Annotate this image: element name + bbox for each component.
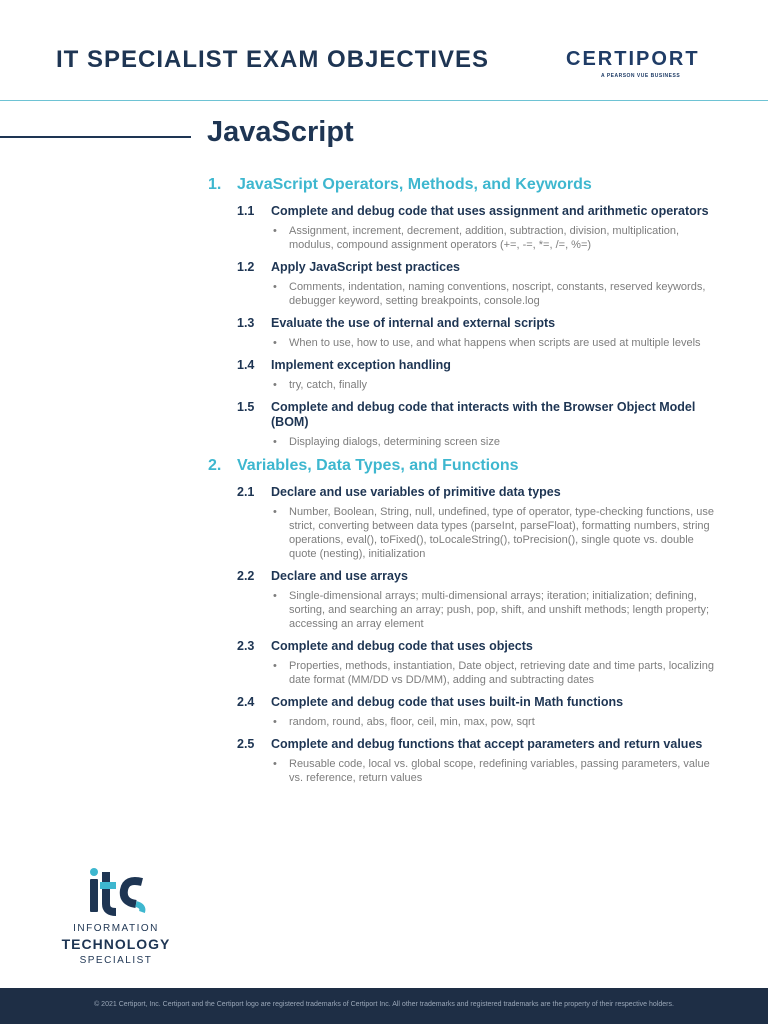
bullet-icon: • bbox=[273, 379, 277, 391]
section-number: 2. bbox=[208, 457, 222, 474]
section-1 bbox=[208, 176, 718, 449]
page-footer bbox=[0, 988, 768, 1024]
its-logo-line-3: SPECIALIST bbox=[79, 955, 153, 966]
section-title: Variables, Data Types, and Functions bbox=[237, 457, 519, 474]
objective-title: Apply JavaScript best practices bbox=[271, 260, 460, 274]
header-title: IT SPECIALIST EXAM OBJECTIVES bbox=[56, 46, 490, 73]
bullet-icon: • bbox=[273, 436, 277, 448]
footer-copyright: © 2021 Certiport, Inc. Certiport and the Certiport logo are registered trademarks of Certiport Inc. All other trademarks and registered trademarks are the property of their respective holders. bbox=[94, 1001, 674, 1008]
objective-item bbox=[237, 358, 718, 392]
objective-detail: random, round, abs, floor, ceil, min, max, pow, sqrt bbox=[289, 716, 535, 728]
objective-item bbox=[237, 400, 718, 449]
objective-detail: Comments, indentation, naming conventions, noscript, constants, reserved keywords, debugger keyword, setting breakpoints, console.log bbox=[289, 281, 706, 307]
its-logo bbox=[56, 866, 176, 970]
objective-title: Complete and debug code that uses assignment and arithmetic operators bbox=[271, 204, 709, 218]
objective-number: 1.5 bbox=[237, 400, 255, 414]
objective-detail: try, catch, finally bbox=[289, 379, 368, 391]
objective-detail: Displaying dialogs, determining screen size bbox=[289, 436, 500, 448]
objective-item bbox=[237, 569, 718, 631]
objective-number: 1.1 bbox=[237, 204, 255, 218]
section-number: 1. bbox=[208, 176, 222, 193]
objective-item bbox=[237, 485, 718, 561]
section-heading bbox=[208, 457, 718, 475]
objective-item bbox=[237, 737, 718, 785]
bullet-icon: • bbox=[273, 281, 277, 293]
bullet-icon: • bbox=[273, 590, 277, 602]
bullet-icon: • bbox=[273, 660, 277, 672]
objective-title: Complete and debug code that uses built-in Math functions bbox=[271, 695, 624, 709]
objective-number: 2.5 bbox=[237, 737, 255, 751]
objective-item bbox=[237, 204, 718, 252]
objectives-content bbox=[208, 176, 718, 793]
section-heading bbox=[208, 176, 718, 194]
certiport-logo-wordmark: CERTIPORT bbox=[566, 48, 700, 70]
its-logo-mark-icon bbox=[86, 866, 148, 916]
objective-detail: When to use, how to use, and what happens when scripts are used at multiple levels bbox=[289, 337, 701, 349]
section-title: JavaScript Operators, Methods, and Keywords bbox=[237, 176, 592, 193]
page-title: JavaScript bbox=[207, 116, 354, 148]
objective-number: 2.3 bbox=[237, 639, 255, 653]
objective-detail: Properties, methods, instantiation, Date object, retrieving date and time parts, localizing date format (MM/DD vs DD/MM), adding and subtracting dates bbox=[289, 660, 714, 686]
certiport-logo bbox=[566, 48, 712, 80]
bullet-icon: • bbox=[273, 337, 277, 349]
objective-title: Implement exception handling bbox=[271, 358, 451, 372]
objective-item bbox=[237, 260, 718, 308]
objective-number: 2.2 bbox=[237, 569, 255, 583]
certiport-logo-tagline: A PEARSON VUE BUSINESS bbox=[601, 73, 681, 79]
objective-detail: Number, Boolean, String, null, undefined, type of operator, type-checking functions, use strict, converting between data types (parseInt, parseFloat), formatting numbers, string operations, eval(), toFixed(), toLocaleString(), toPrecision(), single quote vs. double quote (nesting), initialization bbox=[289, 506, 714, 560]
objective-number: 1.2 bbox=[237, 260, 255, 274]
objective-detail: Single-dimensional arrays; multi-dimensional arrays; iteration; initialization; defining, sorting, and searching an array; push, pop, shift, and unshift methods; length property; accessing an array element bbox=[289, 590, 710, 630]
bullet-icon: • bbox=[273, 716, 277, 728]
objective-item bbox=[237, 695, 718, 729]
its-logo-line-2: TECHNOLOGY bbox=[61, 936, 171, 952]
bullet-icon: • bbox=[273, 506, 277, 518]
objective-number: 2.1 bbox=[237, 485, 255, 499]
objective-item bbox=[237, 639, 718, 687]
bullet-icon: • bbox=[273, 758, 277, 770]
section-2 bbox=[208, 457, 718, 785]
objective-title: Complete and debug code that interacts with the Browser Object Model (BOM) bbox=[271, 400, 696, 429]
title-rule bbox=[0, 136, 191, 138]
page-header bbox=[0, 0, 768, 101]
objective-number: 2.4 bbox=[237, 695, 255, 709]
objective-number: 1.4 bbox=[237, 358, 255, 372]
objective-title: Complete and debug functions that accept parameters and return values bbox=[271, 737, 703, 751]
objective-detail: Assignment, increment, decrement, addition, subtraction, division, multiplication, modulus, compound assignment operators (+=, -=, *=, /=, %=) bbox=[289, 225, 680, 251]
objective-title: Evaluate the use of internal and external scripts bbox=[271, 316, 556, 330]
objective-item bbox=[237, 316, 718, 350]
its-logo-line-1: INFORMATION bbox=[73, 923, 159, 934]
objective-detail: Reusable code, local vs. global scope, redefining variables, passing parameters, value vs. reference, return values bbox=[289, 758, 710, 784]
objective-title: Complete and debug code that uses objects bbox=[271, 639, 533, 653]
objective-title: Declare and use arrays bbox=[271, 569, 408, 583]
bullet-icon: • bbox=[273, 225, 277, 237]
objective-title: Declare and use variables of primitive data types bbox=[271, 485, 561, 499]
objective-number: 1.3 bbox=[237, 316, 255, 330]
